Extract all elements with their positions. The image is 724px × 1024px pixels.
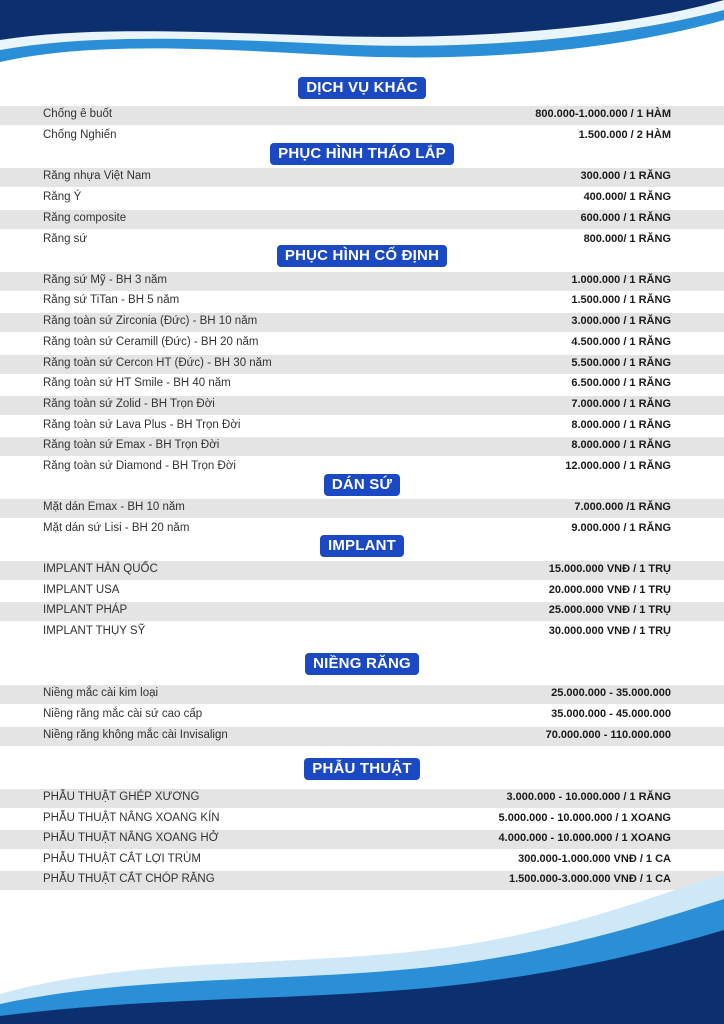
service-name: Niềng mắc cài kim loại xyxy=(43,687,159,699)
price-row xyxy=(0,355,724,374)
service-name: Mặt dán sứ Lisi - BH 20 năm xyxy=(43,522,190,534)
service-price: 35.000.000 - 45.000.000 xyxy=(551,708,671,720)
service-price: 3.000.000 - 10.000.000 / 1 RĂNG xyxy=(506,791,671,803)
service-name: Chống ê buốt xyxy=(43,108,113,120)
service-price: 400.000/ 1 RĂNG xyxy=(583,191,671,203)
service-name: Răng toàn sứ Zolid - BH Trọn Đời xyxy=(43,398,215,410)
price-row xyxy=(0,499,724,518)
service-name: IMPLANT HÀN QUỐC xyxy=(43,563,158,575)
service-name: Răng toàn sứ HT Smile - BH 40 năm xyxy=(43,377,231,389)
section-title xyxy=(0,758,724,780)
section-title xyxy=(0,474,724,496)
section-title xyxy=(0,77,724,99)
price-row xyxy=(0,851,724,870)
price-row xyxy=(0,727,724,746)
price-row xyxy=(0,272,724,291)
service-price: 9.000.000 / 1 RĂNG xyxy=(571,522,671,534)
service-price: 12.000.000 / 1 RĂNG xyxy=(565,460,671,472)
service-name: Răng toàn sứ Lava Plus - BH Trọn Đời xyxy=(43,419,241,431)
service-price: 25.000.000 - 35.000.000 xyxy=(551,687,671,699)
price-row xyxy=(0,789,724,808)
price-row xyxy=(0,210,724,229)
price-row xyxy=(0,437,724,456)
service-name: Răng Ý xyxy=(43,191,82,203)
service-price: 7.000.000 / 1 RĂNG xyxy=(571,398,671,410)
service-name: Mặt dán Emax - BH 10 năm xyxy=(43,501,185,513)
section-title xyxy=(0,535,724,557)
price-row xyxy=(0,292,724,311)
service-name: PHẪU THUẬT CẮT CHÓP RĂNG xyxy=(43,873,215,885)
section-title xyxy=(0,245,724,267)
service-name: Niềng răng mắc cài sứ cao cấp xyxy=(43,708,203,720)
service-name: Răng toàn sứ Diamond - BH Trọn Đời xyxy=(43,460,236,472)
service-name: PHẪU THUẬT CẮT LỢI TRÙM xyxy=(43,853,201,865)
service-name: IMPLANT THỤY SỸ xyxy=(43,625,146,637)
service-price: 70.000.000 - 110.000.000 xyxy=(545,729,671,741)
service-name: Răng nhựa Việt Nam xyxy=(43,170,151,182)
service-price: 800.000-1.000.000 / 1 HÀM xyxy=(535,108,671,120)
service-price: 5.500.000 / 1 RĂNG xyxy=(571,357,671,369)
service-price: 300.000 / 1 RĂNG xyxy=(580,170,671,182)
price-row xyxy=(0,561,724,580)
price-row xyxy=(0,168,724,187)
service-price: 7.000.000 /1 RĂNG xyxy=(574,501,671,513)
service-name: Răng sứ TiTan - BH 5 năm xyxy=(43,294,180,306)
service-name: PHẪU THUẬT NÂNG XOANG KÍN xyxy=(43,812,220,824)
service-price: 800.000/ 1 RĂNG xyxy=(583,233,671,245)
service-price: 1.500.000 / 2 HÀM xyxy=(578,129,671,141)
price-row xyxy=(0,623,724,642)
price-row xyxy=(0,417,724,436)
price-row xyxy=(0,810,724,829)
price-row xyxy=(0,375,724,394)
service-price: 300.000-1.000.000 VNĐ / 1 CA xyxy=(518,853,671,865)
service-name: Niềng răng không mắc cài Invisalign xyxy=(43,729,228,741)
service-name: Răng toàn sứ Emax - BH Trọn Đời xyxy=(43,439,220,451)
service-price: 8.000.000 / 1 RĂNG xyxy=(571,419,671,431)
price-row xyxy=(0,313,724,332)
section-title-label: DÁN SỨ xyxy=(324,474,400,496)
service-name: Răng toàn sứ Ceramill (Đức) - BH 20 năm xyxy=(43,336,259,348)
service-price: 1.500.000 / 1 RĂNG xyxy=(571,294,671,306)
service-price: 20.000.000 VNĐ / 1 TRỤ xyxy=(548,584,671,596)
service-name: Răng toàn sứ Cercon HT (Đức) - BH 30 năm xyxy=(43,357,272,369)
price-row xyxy=(0,602,724,621)
service-name: Răng toàn sứ Zirconia (Đức) - BH 10 năm xyxy=(43,315,258,327)
section-title-label: DỊCH VỤ KHÁC xyxy=(298,77,426,99)
price-row xyxy=(0,106,724,125)
service-price: 6.500.000 / 1 RĂNG xyxy=(571,377,671,389)
service-name: PHẪU THUẬT NÂNG XOANG HỞ xyxy=(43,832,219,844)
service-price: 30.000.000 VNĐ / 1 TRỤ xyxy=(548,625,671,637)
service-price: 4.000.000 - 10.000.000 / 1 XOANG xyxy=(498,832,671,844)
bottom-wave-decoration xyxy=(0,874,724,1024)
service-price: 4.500.000 / 1 RĂNG xyxy=(571,336,671,348)
section-title-label: PHỤC HÌNH CỐ ĐỊNH xyxy=(277,245,447,267)
service-name: Răng sứ Mỹ - BH 3 năm xyxy=(43,274,168,286)
service-price: 1.000.000 / 1 RĂNG xyxy=(571,274,671,286)
section-title-label: NIỀNG RĂNG xyxy=(305,653,419,675)
service-name: Răng sứ xyxy=(43,233,88,245)
service-name: IMPLANT PHÁP xyxy=(43,604,128,616)
service-price: 5.000.000 - 10.000.000 / 1 XOANG xyxy=(498,812,671,824)
service-price: 600.000 / 1 RĂNG xyxy=(580,212,671,224)
price-row xyxy=(0,706,724,725)
section-title xyxy=(0,143,724,165)
section-title-label: PHẪU THUẬT xyxy=(304,758,420,780)
service-name: Răng composite xyxy=(43,212,127,224)
service-price: 1.500.000-3.000.000 VNĐ / 1 CA xyxy=(508,873,671,885)
price-row xyxy=(0,334,724,353)
price-row xyxy=(0,582,724,601)
service-name: IMPLANT USA xyxy=(43,584,120,596)
price-row xyxy=(0,685,724,704)
service-price: 15.000.000 VNĐ / 1 TRỤ xyxy=(548,563,671,575)
service-price: 8.000.000 / 1 RĂNG xyxy=(571,439,671,451)
service-name: PHẪU THUẬT GHÉP XƯƠNG xyxy=(43,791,200,803)
section-title-label: IMPLANT xyxy=(320,535,404,557)
price-row xyxy=(0,189,724,208)
price-row xyxy=(0,396,724,415)
service-price: 25.000.000 VNĐ / 1 TRỤ xyxy=(548,604,671,616)
service-price: 3.000.000 / 1 RĂNG xyxy=(571,315,671,327)
section-title xyxy=(0,653,724,675)
service-name: Chống Nghiến xyxy=(43,129,117,141)
price-row xyxy=(0,830,724,849)
section-title-label: PHỤC HÌNH THÁO LẮP xyxy=(270,143,454,165)
